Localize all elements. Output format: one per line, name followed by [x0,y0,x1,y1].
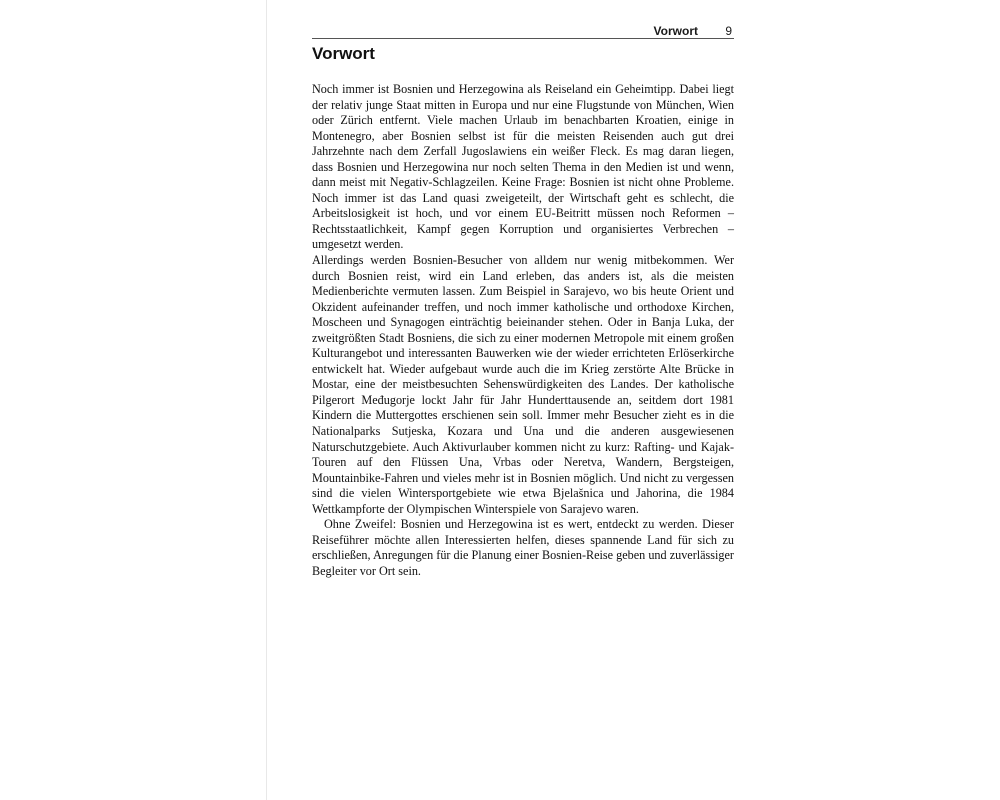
running-header-title: Vorwort [653,24,698,38]
header-rule [312,38,734,39]
chapter-title: Vorwort [312,44,375,63]
running-header [312,22,734,38]
book-page [312,22,734,580]
paragraph-highlights: Allerdings werden Bosnien-Besucher von alldem nur wenig mitbekommen. Wer durch Bosnien reist, wird ein Land erleben, das anders ist, als die meisten Medienberichte vermuten lassen. Zum Beispiel in Sarajevo, wo bis heute Orient und Okzident aufeinander treffen, und noch immer katholische und orthodoxe Kirchen, Moscheen und Synagogen einträchtig beieinander stehen. Oder in Banja Luka, der zweitgrößten Stadt Bosniens, die sich zu einer modernen Metropole mit einem großen Kulturangebot und interessanten Bauwerken wie der wieder errichteten Erlöserkirche entwickelt hat. Wieder aufgebaut wurde auch die im Krieg zerstörte Alte Brücke in Mostar, eine der meistbesuchten Sehenswürdigkeiten des Landes. Der katholische Pilgerort Međugorje lockt Jahr für Jahr Hunderttausende an, seitdem dort 1981 Kindern die Muttergottes erschienen sein soll. Immer mehr Besucher zieht es in die Nationalparks Sutjeska, Kozara und Una und die anderen ausgewiesenen Naturschutzgebiete. Auch Aktivurlauber kommen nicht zu kurz: Rafting- und Kajak-Touren auf den Flüssen Una, Vrbas oder Neretva, Wandern, Bergsteigen, Mountainbike-Fahren und vieles mehr ist in Bosnien möglich. Und nicht zu vergessen sind die vielen Wintersportgebiete wie etwa Bjelašnica und Jahorina, die 1984 Wettkampforte der Olympischen Winterspiele von Sarajevo waren. [312,253,734,516]
page-number: 9 [725,24,732,38]
paragraph-intro: Noch immer ist Bosnien und Herzegowina als Reiseland ein Geheimtipp. Dabei liegt der relativ junge Staat mitten in Europa und nur eine Flugstunde von München, Wien oder Zürich entfernt. Viele machen Urlaub im benachbarten Kroatien, einige in Montenegro, aber Bosnien selbst ist für die meisten Reisenden auch gut drei Jahrzehnte nach dem Zerfall Jugoslawiens ein weißer Fleck. Es mag daran liegen, dass Bosnien und Herzegowina nur noch selten Thema in den Medien ist und wenn, dann meist mit Negativ-Schlagzeilen. Keine Frage: Bosnien ist nicht ohne Probleme. Noch immer ist das Land quasi zweigeteilt, der Wirtschaft geht es schlecht, die Arbeitslosigkeit ist hoch, und vor einem EU-Beitritt müssen noch Reformen – Rechtsstaatlichkeit, Kampf gegen Korruption und organisiertes Verbrechen – umgesetzt werden. [312,82,734,252]
paragraph-conclusion: Ohne Zweifel: Bosnien und Herzegowina ist es wert, entdeckt zu werden. Dieser Reiseführer möchte allen Interessierten helfen, dieses spannende Land für sich zu erschließen, Anregungen für die Planung einer Bosnien-Reise geben und zuverlässiger Begleiter vor Ort sein. [312,517,734,578]
body-text [312,82,734,580]
page-gutter-divider [266,0,267,800]
